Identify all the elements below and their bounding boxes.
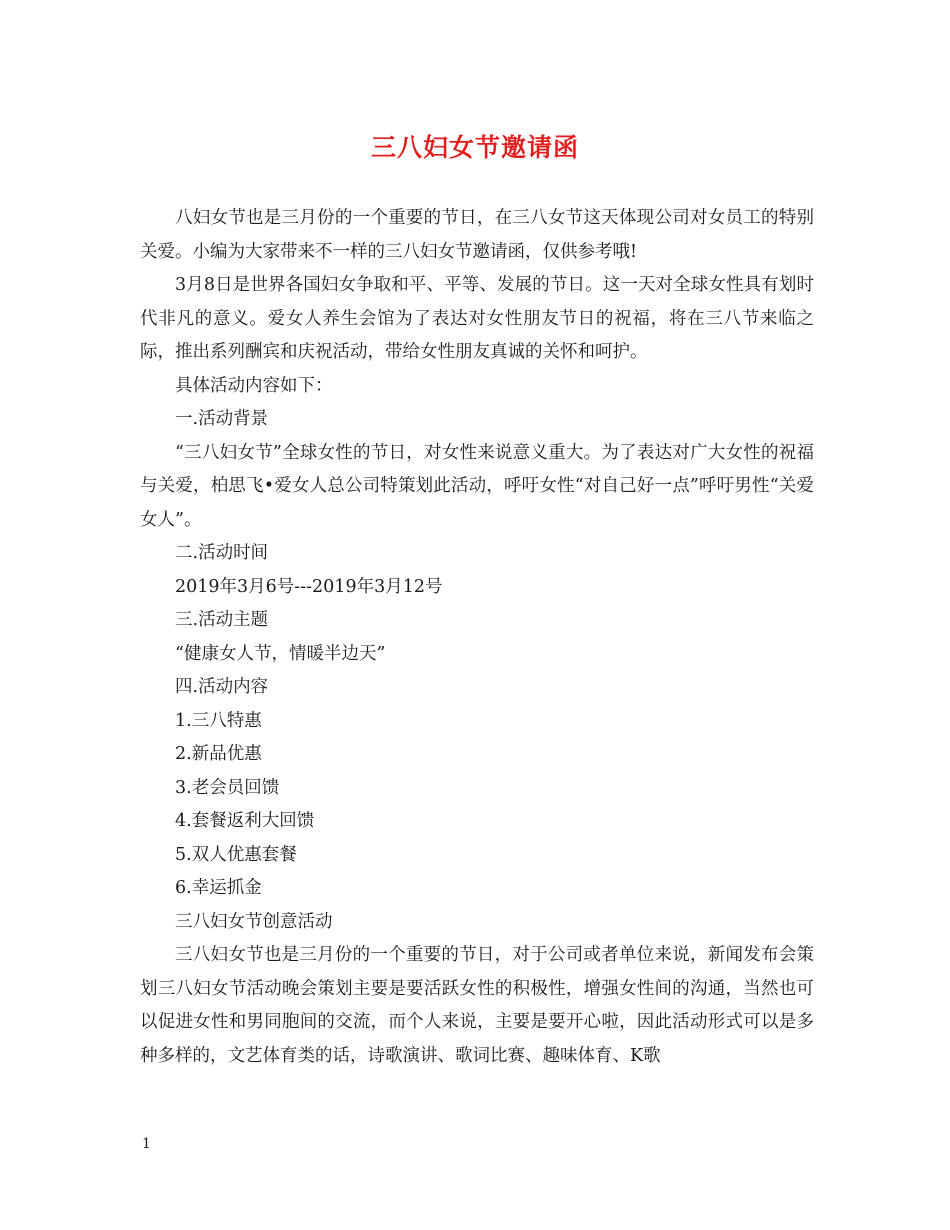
section-heading: 四.活动内容 xyxy=(175,677,269,697)
list-item: 6.幸运抓金 xyxy=(175,878,262,898)
section-heading: 二.活动时间 xyxy=(175,543,269,563)
list-item: 4.套餐返利大回馈 xyxy=(175,811,315,831)
paragraph: 2019年3月6号---2019年3月12号 xyxy=(175,576,443,597)
paragraph: 三八妇女节也是三月份的一个重要的节日，对于公司或者单位来说，新闻发布会策划三八妇女节活动晚会策划主要是要活跃女性的积极性，增强女性间的沟通，当然也可以促进女性和男同胞间的交流，而个人来说，主要是要开心啦，因此活动形式可以是多种多样的，文艺体育类的话，诗歌演讲、歌词比赛、趣味体育、K歌 xyxy=(140,945,814,1066)
document-body xyxy=(140,202,814,1073)
list-item: 5.双人优惠套餐 xyxy=(175,844,297,865)
section-heading: 三八妇女节创意活动 xyxy=(175,911,333,932)
paragraph: 具体活动内容如下： xyxy=(175,375,333,396)
list-item: 1.三八特惠 xyxy=(175,710,262,731)
list-item: 2.新品优惠 xyxy=(175,744,262,764)
document-title: 三八妇女节邀请函 xyxy=(370,133,579,162)
section-heading: 一.活动背景 xyxy=(175,409,269,429)
section-heading: 三.活动主题 xyxy=(175,610,269,630)
page-number: 1 xyxy=(142,1136,151,1152)
paragraph: 八妇女节也是三月份的一个重要的节日，在三八女节这天体现公司对女员工的特别关爱。小编为大家带来不一样的三八妇女节邀请函，仅供参考哦! xyxy=(140,208,814,262)
list-item: 3.老会员回馈 xyxy=(175,777,280,798)
paragraph: “健康女人节，情暖半边天” xyxy=(175,643,386,664)
paragraph: “三八妇女节”全球女性的节日，对女性来说意义重大。为了表达对广大女性的祝福与关爱，柏思飞•爱女人总公司特策划此活动，呼吁女性“对自己好一点”呼吁男性“关爱女人”。 xyxy=(140,442,814,530)
paragraph: 3月8日是世界各国妇女争取和平、平等、发展的节日。这一天对全球女性具有划时代非凡的意义。爱女人养生会馆为了表达对女性朋友节日的祝福，将在三八节来临之际，推出系列酬宾和庆祝活动，带给女性朋友真诚的关怀和呵护。 xyxy=(140,275,814,362)
